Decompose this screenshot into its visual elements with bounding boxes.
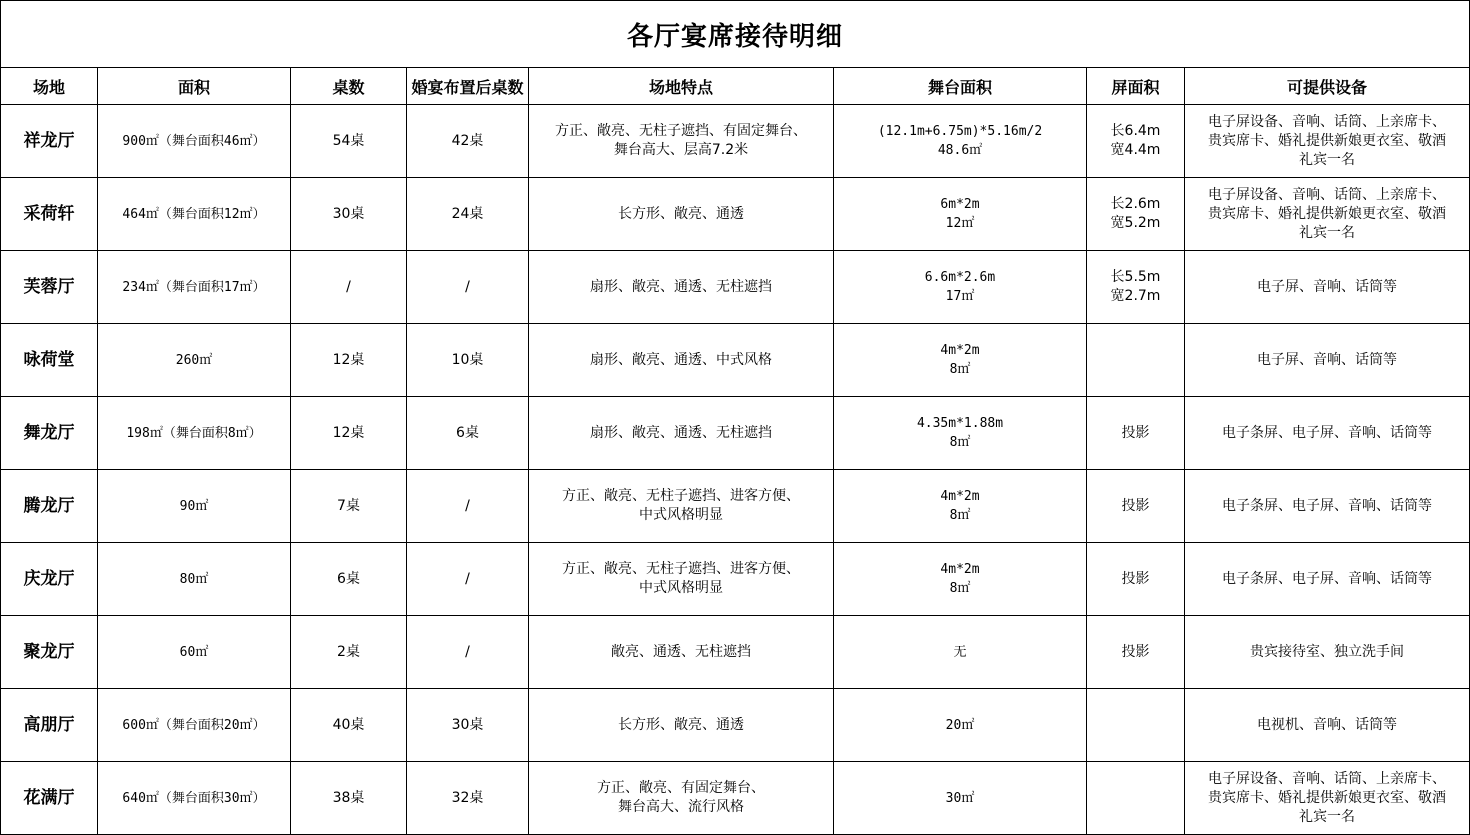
equipment-cell <box>1185 397 1470 470</box>
stage-area-cell-line: 48.6㎡ <box>937 143 983 158</box>
features-cell-line: 方正、敞亮、有固定舞台、 <box>597 780 765 796</box>
stage-area-cell-line: (12.1m+6.75m)*5.16m/2 <box>877 124 1043 139</box>
table-row <box>1 178 1470 251</box>
equipment-cell-line: 礼宾一名 <box>1299 808 1355 825</box>
equipment-cell-line: 电子条屏、电子屏、音响、话筒等 <box>1222 424 1432 441</box>
stage-area-cell <box>834 324 1087 397</box>
venue-name-cell: 芙蓉厅 <box>1 251 98 324</box>
screen-area-cell <box>1087 105 1185 178</box>
header-stage-area: 舞台面积 <box>834 68 1087 105</box>
features-cell-line: 扇形、敞亮、通透、中式风格 <box>590 351 772 368</box>
header-features: 场地特点 <box>529 68 834 105</box>
features-cell-line: 方正、敞亮、无柱子遮挡、进客方便、 <box>562 561 800 577</box>
screen-area-cell-line: 宽2.7m <box>1110 288 1161 304</box>
features-cell <box>529 105 834 178</box>
equipment-cell-line: 电子屏设备、音响、话筒、上亲席卡、 <box>1208 770 1446 787</box>
features-cell <box>529 251 834 324</box>
stage-area-cell-line: 6m*2m <box>940 197 980 212</box>
tables-cell: 12桌 <box>291 397 407 470</box>
screen-area-cell-line: 投影 <box>1121 424 1150 441</box>
wedding-tables-cell: 24桌 <box>407 178 529 251</box>
tables-cell: 2桌 <box>291 616 407 689</box>
screen-area-cell-line: 长2.6m <box>1110 196 1161 212</box>
venue-name-cell: 高朋厅 <box>1 689 98 762</box>
features-cell-line: 长方形、敞亮、通透 <box>618 205 744 222</box>
venue-name-cell: 腾龙厅 <box>1 470 98 543</box>
equipment-cell-line: 电子屏、音响、话筒等 <box>1257 351 1397 368</box>
venue-name-cell: 舞龙厅 <box>1 397 98 470</box>
equipment-cell-line: 电子条屏、电子屏、音响、话筒等 <box>1222 497 1432 514</box>
table-row <box>1 397 1470 470</box>
features-cell-line: 舞台高大、流行风格 <box>618 799 744 815</box>
screen-area-cell <box>1087 762 1185 835</box>
venue-name-cell: 咏荷堂 <box>1 324 98 397</box>
features-cell-line: 扇形、敞亮、通透、无柱遮挡 <box>590 278 772 295</box>
tables-cell: 40桌 <box>291 689 407 762</box>
tables-cell: 6桌 <box>291 543 407 616</box>
table-row <box>1 689 1470 762</box>
wedding-tables-cell: 32桌 <box>407 762 529 835</box>
stage-area-cell <box>834 105 1087 178</box>
area-cell: 600㎡（舞台面积20㎡） <box>98 689 291 762</box>
equipment-cell-line: 贵宾席卡、婚礼提供新娘更衣室、敬酒 <box>1208 132 1446 149</box>
stage-area-cell-line: 6.6m*2.6m <box>924 270 996 285</box>
screen-area-cell <box>1087 543 1185 616</box>
stage-area-cell <box>834 762 1087 835</box>
stage-area-cell-line: 12㎡ <box>945 216 975 231</box>
header-area: 面积 <box>98 68 291 105</box>
screen-area-cell <box>1087 397 1185 470</box>
area-cell: 464㎡（舞台面积12㎡） <box>98 178 291 251</box>
equipment-cell-line: 贵宾席卡、婚礼提供新娘更衣室、敬酒 <box>1208 205 1446 222</box>
stage-area-cell <box>834 689 1087 762</box>
table-row <box>1 105 1470 178</box>
equipment-cell-line: 贵宾接待室、独立洗手间 <box>1250 643 1404 660</box>
features-cell-line: 扇形、敞亮、通透、无柱遮挡 <box>590 424 772 441</box>
stage-area-cell-line: 8㎡ <box>949 435 971 450</box>
stage-area-cell-line: 8㎡ <box>949 508 971 523</box>
stage-area-cell-line: 4m*2m <box>940 562 980 577</box>
table-row <box>1 470 1470 543</box>
equipment-cell-line: 贵宾席卡、婚礼提供新娘更衣室、敬酒 <box>1208 789 1446 806</box>
equipment-cell <box>1185 324 1470 397</box>
area-cell: 80㎡ <box>98 543 291 616</box>
header-wedding-tables: 婚宴布置后桌数 <box>407 68 529 105</box>
header-tables: 桌数 <box>291 68 407 105</box>
features-cell <box>529 470 834 543</box>
wedding-tables-cell: / <box>407 616 529 689</box>
area-cell: 640㎡（舞台面积30㎡） <box>98 762 291 835</box>
screen-area-cell <box>1087 251 1185 324</box>
area-cell: 198㎡（舞台面积8㎡） <box>98 397 291 470</box>
stage-area-cell-line: 4.35m*1.88m <box>916 416 1004 431</box>
stage-area-cell-line: 无 <box>953 644 967 660</box>
equipment-cell-line: 礼宾一名 <box>1299 151 1355 168</box>
equipment-cell-line: 电视机、音响、话筒等 <box>1257 716 1397 733</box>
equipment-cell-line: 电子屏、音响、话筒等 <box>1257 278 1397 295</box>
features-cell <box>529 543 834 616</box>
screen-area-cell-line: 长5.5m <box>1110 269 1161 285</box>
stage-area-cell-line: 17㎡ <box>945 289 975 304</box>
wedding-tables-cell: / <box>407 251 529 324</box>
tables-cell: 54桌 <box>291 105 407 178</box>
table-body <box>1 105 1470 835</box>
stage-area-cell <box>834 251 1087 324</box>
tables-cell: / <box>291 251 407 324</box>
features-cell-line: 中式风格明显 <box>639 507 723 523</box>
features-cell <box>529 689 834 762</box>
venue-name-cell: 庆龙厅 <box>1 543 98 616</box>
screen-area-cell-line: 宽4.4m <box>1110 142 1161 158</box>
venue-name-cell: 采荷轩 <box>1 178 98 251</box>
screen-area-cell <box>1087 324 1185 397</box>
screen-area-cell-line: 投影 <box>1121 643 1150 660</box>
features-cell <box>529 397 834 470</box>
table-row <box>1 762 1470 835</box>
stage-area-cell <box>834 543 1087 616</box>
screen-area-cell <box>1087 616 1185 689</box>
screen-area-cell-line: 宽5.2m <box>1110 215 1161 231</box>
equipment-cell <box>1185 470 1470 543</box>
stage-area-cell-line: 20㎡ <box>945 717 975 733</box>
equipment-cell <box>1185 543 1470 616</box>
table-row <box>1 324 1470 397</box>
screen-area-cell-line: 投影 <box>1121 570 1150 587</box>
header-venue: 场地 <box>1 68 98 105</box>
header-equipment: 可提供设备 <box>1185 68 1470 105</box>
area-cell: 60㎡ <box>98 616 291 689</box>
area-cell: 900㎡（舞台面积46㎡） <box>98 105 291 178</box>
equipment-cell-line: 电子屏设备、音响、话筒、上亲席卡、 <box>1208 186 1446 203</box>
screen-area-cell-line: 投影 <box>1121 497 1150 514</box>
equipment-cell <box>1185 616 1470 689</box>
sheet-title: 各厅宴席接待明细 <box>1 1 1470 68</box>
equipment-cell-line: 礼宾一名 <box>1299 224 1355 241</box>
tables-cell: 30桌 <box>291 178 407 251</box>
stage-area-cell <box>834 397 1087 470</box>
stage-area-cell <box>834 616 1087 689</box>
table-row <box>1 251 1470 324</box>
screen-area-cell <box>1087 470 1185 543</box>
stage-area-cell-line: 8㎡ <box>949 581 971 596</box>
features-cell-line: 方正、敞亮、无柱子遮挡、有固定舞台、 <box>555 123 807 139</box>
features-cell <box>529 178 834 251</box>
tables-cell: 7桌 <box>291 470 407 543</box>
wedding-tables-cell: 30桌 <box>407 689 529 762</box>
features-cell-line: 敞亮、通透、无柱遮挡 <box>611 643 751 660</box>
equipment-cell <box>1185 689 1470 762</box>
area-cell: 260㎡ <box>98 324 291 397</box>
screen-area-cell-line: 长6.4m <box>1110 123 1161 139</box>
venue-name-cell: 祥龙厅 <box>1 105 98 178</box>
stage-area-cell <box>834 178 1087 251</box>
header-row <box>1 68 1470 105</box>
features-cell <box>529 762 834 835</box>
equipment-cell <box>1185 762 1470 835</box>
wedding-tables-cell: / <box>407 543 529 616</box>
features-cell <box>529 616 834 689</box>
tables-cell: 12桌 <box>291 324 407 397</box>
stage-area-cell-line: 30㎡ <box>945 790 975 806</box>
equipment-cell <box>1185 178 1470 251</box>
table-row <box>1 616 1470 689</box>
equipment-cell <box>1185 251 1470 324</box>
features-cell-line: 长方形、敞亮、通透 <box>618 716 744 733</box>
equipment-cell-line: 电子屏设备、音响、话筒、上亲席卡、 <box>1208 113 1446 130</box>
equipment-cell-line: 电子条屏、电子屏、音响、话筒等 <box>1222 570 1432 587</box>
stage-area-cell-line: 4m*2m <box>940 343 980 358</box>
header-screen-area: 屏面积 <box>1087 68 1185 105</box>
features-cell-line: 中式风格明显 <box>639 580 723 596</box>
wedding-tables-cell: 10桌 <box>407 324 529 397</box>
features-cell-line: 舞台高大、层高7.2米 <box>613 142 749 158</box>
area-cell: 90㎡ <box>98 470 291 543</box>
wedding-tables-cell: 6桌 <box>407 397 529 470</box>
venue-name-cell: 花满厅 <box>1 762 98 835</box>
features-cell <box>529 324 834 397</box>
stage-area-cell-line: 4m*2m <box>940 489 980 504</box>
screen-area-cell <box>1087 178 1185 251</box>
area-cell: 234㎡（舞台面积17㎡） <box>98 251 291 324</box>
screen-area-cell <box>1087 689 1185 762</box>
features-cell-line: 方正、敞亮、无柱子遮挡、进客方便、 <box>562 488 800 504</box>
venue-name-cell: 聚龙厅 <box>1 616 98 689</box>
wedding-tables-cell: / <box>407 470 529 543</box>
stage-area-cell <box>834 470 1087 543</box>
table-row <box>1 543 1470 616</box>
equipment-cell <box>1185 105 1470 178</box>
stage-area-cell-line: 8㎡ <box>949 362 971 377</box>
wedding-tables-cell: 42桌 <box>407 105 529 178</box>
tables-cell: 38桌 <box>291 762 407 835</box>
